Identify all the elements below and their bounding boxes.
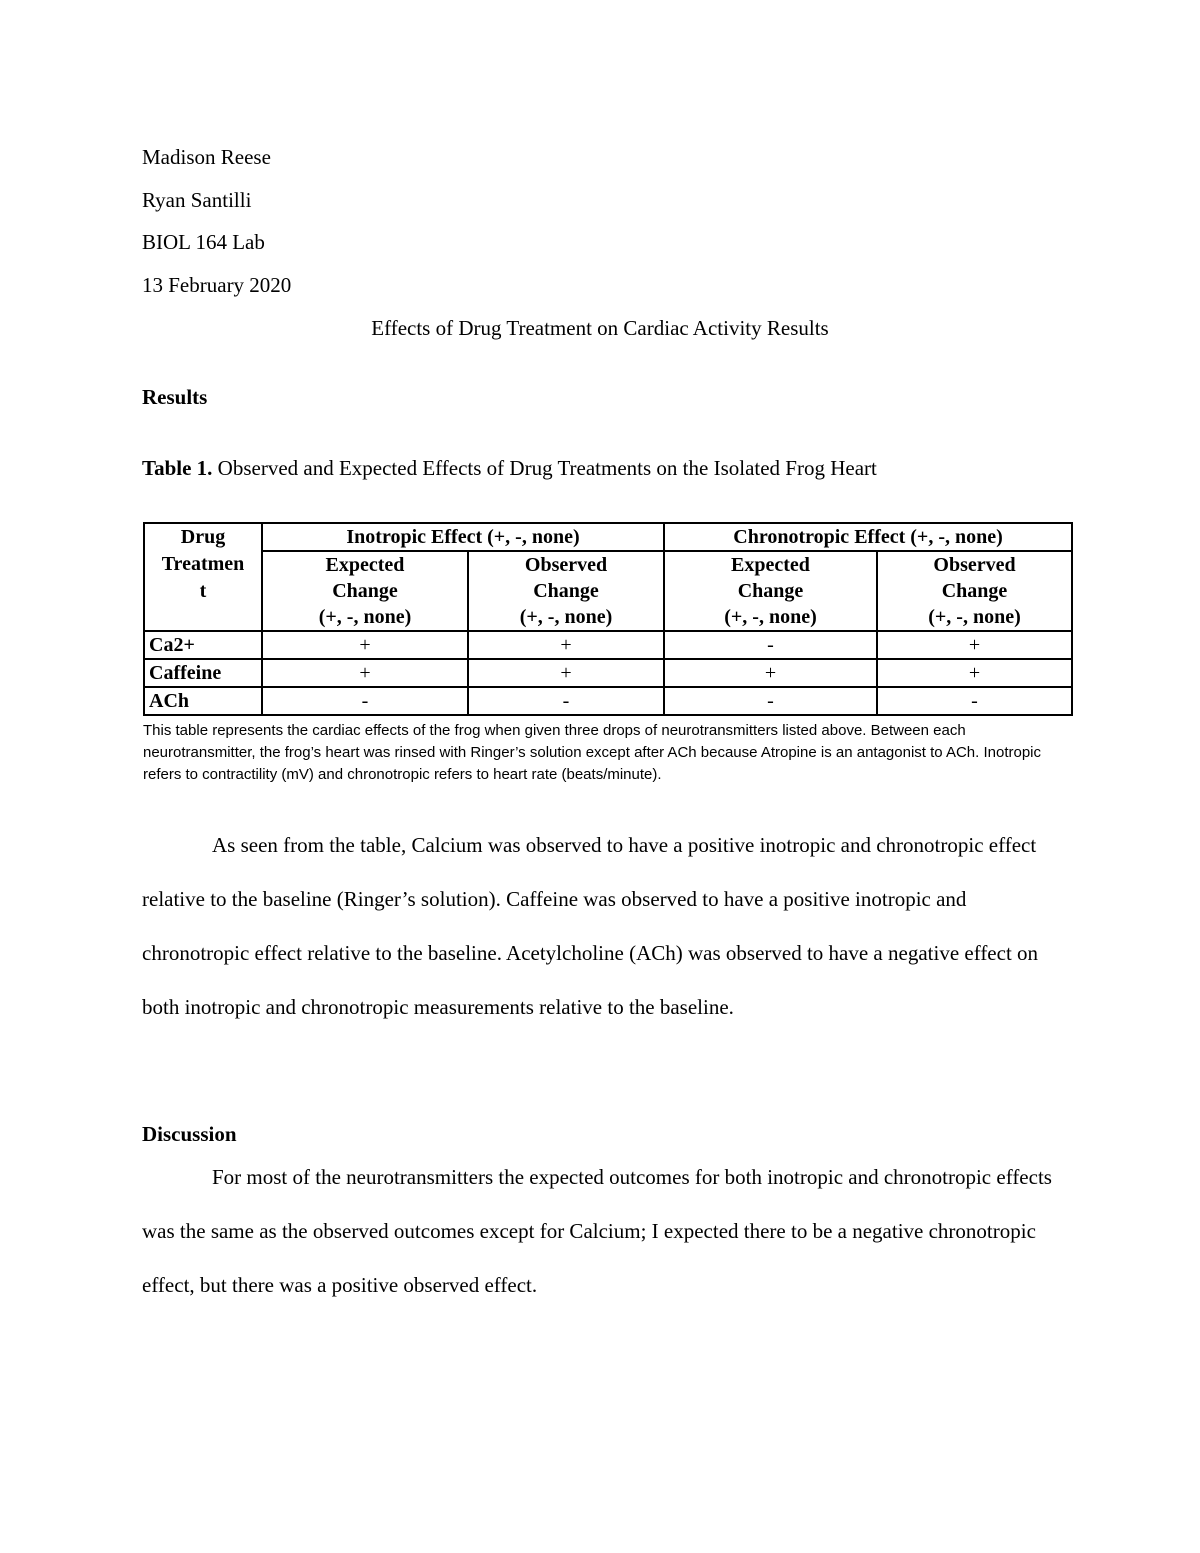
value-cell: + [468, 659, 664, 687]
table-title-text: Observed and Expected Effects of Drug Treatments on the Isolated Frog Heart [212, 456, 877, 480]
table-title-label: Table 1. [142, 456, 213, 480]
drug-header-line: Treatmen [161, 553, 245, 575]
report-date: 13 February 2020 [142, 273, 292, 297]
results-paragraph-text: As seen from the table, Calcium was observed to have a positive inotropic and chronotropic effect relative to the baseline (Ringer’s solution). Caffeine was observed to have a positive inotropic and chronotropic effect relative to the baseline. Acetylcholine (ACh) was observed to have a negative effect on both inotropic and chronotropic measurements relative to the baseline. [142, 833, 1039, 1019]
inotropic-effect-header: Inotropic Effect (+, -, none) [262, 523, 664, 551]
discussion-paragraph-text: For most of the neurotransmitters the expected outcomes for both inotropic and chronotropic effects was the same as the observed outcomes except for Calcium; I expected there to be a negative chronotropic effect, but there was a positive observed effect. [142, 1165, 1052, 1297]
author-name-1: Madison Reese [142, 145, 271, 169]
chronotropic-effect-header: Chronotropic Effect (+, -, none) [664, 523, 1072, 551]
table-subheader-row [144, 551, 1072, 631]
table-row [144, 659, 1072, 687]
table-title [142, 456, 877, 480]
author-name-2: Ryan Santilli [142, 188, 252, 212]
table-row [144, 687, 1072, 715]
subheader-line: Change [941, 580, 1008, 602]
results-heading: Results [142, 385, 208, 409]
subheader-line: Change [332, 580, 398, 602]
subheader-line: (+, -, none) [519, 606, 613, 628]
value-cell: - [877, 687, 1072, 715]
table-row [144, 631, 1072, 659]
table-caption: This table represents the cardiac effects of the frog when given three drops of neurotransmitters listed above. Between each neurotransmitter, the frog’s heart was rinsed with Ringer’s solution except after ACh because Atropine is an antagonist to ACh. Inotropic refers to contractility (mV) and chronotropic refers to heart rate (beats/minute). [143, 722, 1042, 783]
inotropic-observed-header [468, 551, 664, 631]
discussion-paragraph [142, 1150, 1067, 1312]
value-cell: + [262, 659, 468, 687]
value-cell: - [262, 687, 468, 715]
subheader-line: (+, -, none) [928, 606, 1021, 628]
value-cell: + [664, 659, 877, 687]
results-table [143, 522, 1073, 716]
subheader-line: Observed [933, 554, 1016, 576]
value-cell: - [468, 687, 664, 715]
value-cell: + [262, 631, 468, 659]
chronotropic-expected-header [664, 551, 877, 631]
subheader-line: (+, -, none) [724, 606, 817, 628]
drug-header-line: t [199, 580, 207, 602]
drug-name-cell: Caffeine [144, 659, 262, 687]
value-cell: + [468, 631, 664, 659]
subheader-line: Expected [731, 554, 810, 576]
subheader-line: Observed [524, 554, 608, 576]
drug-treatment-header [144, 523, 262, 631]
drug-name-cell: ACh [144, 687, 262, 715]
inotropic-expected-header [262, 551, 468, 631]
report-title: Effects of Drug Treatment on Cardiac Activity Results [371, 316, 829, 340]
value-cell: + [877, 659, 1072, 687]
subheader-line: Change [737, 580, 804, 602]
drug-name-cell: Ca2+ [144, 631, 262, 659]
subheader-line: Expected [325, 554, 405, 576]
subheader-line: (+, -, none) [318, 606, 412, 628]
results-paragraph [142, 818, 1067, 1034]
course-name: BIOL 164 Lab [142, 230, 265, 254]
drug-header-line: Drug [180, 526, 226, 548]
value-cell: - [664, 687, 877, 715]
chronotropic-observed-header [877, 551, 1072, 631]
discussion-heading: Discussion [142, 1122, 237, 1146]
subheader-line: Change [533, 580, 599, 602]
value-cell: - [664, 631, 877, 659]
table-header-row [144, 523, 1072, 551]
value-cell: + [877, 631, 1072, 659]
